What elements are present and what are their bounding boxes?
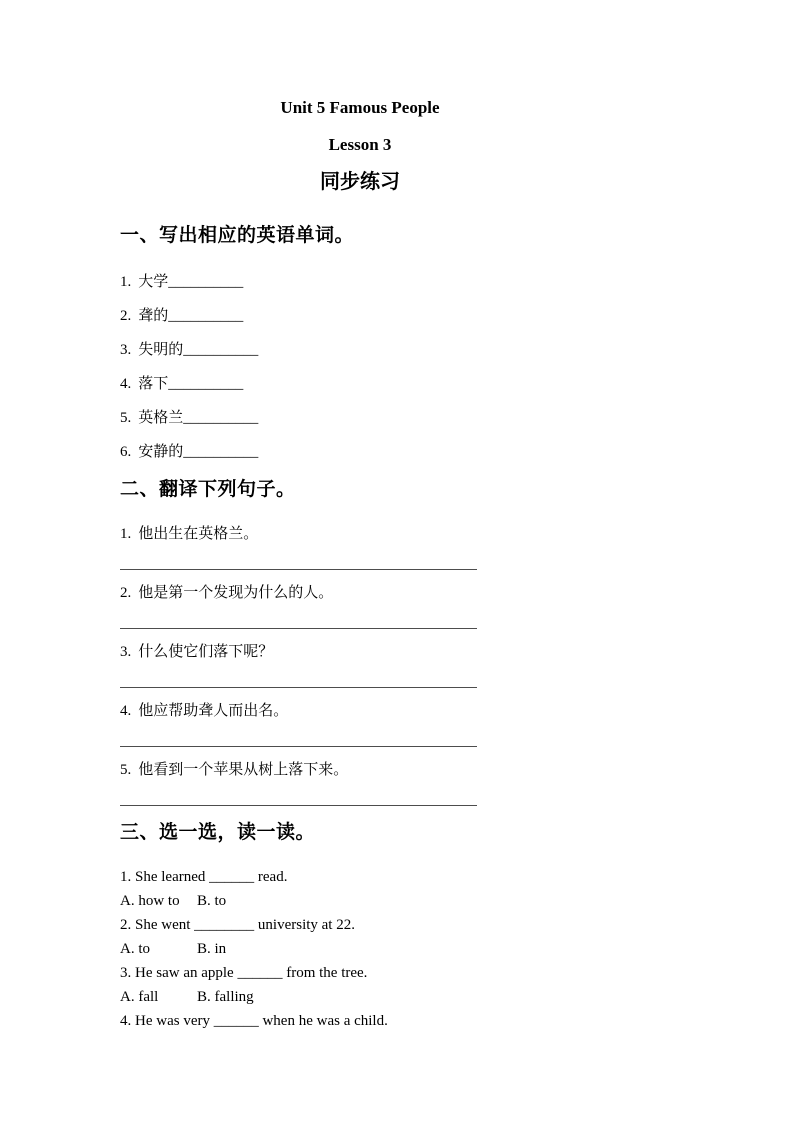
- item-text-row: [120, 585, 600, 601]
- section-vocabulary: [120, 224, 600, 460]
- option-a: A. to: [120, 941, 150, 957]
- choice-options: [120, 889, 600, 913]
- item-number: 3.: [120, 342, 132, 358]
- unit-title: Unit 5 Famous People: [280, 98, 440, 117]
- item-text: 他看到一个苹果从树上落下来。: [138, 762, 349, 778]
- choice-question: 4. He was very ______ when he was a child.: [120, 1013, 388, 1029]
- answer-line: [120, 746, 477, 747]
- answer-line: [120, 687, 477, 688]
- item-text-row: [120, 762, 600, 778]
- item-text-row: [120, 703, 600, 719]
- section-choice: [120, 821, 600, 1033]
- vocab-item: [120, 274, 600, 290]
- translation-list: [120, 526, 600, 806]
- item-text-row: [120, 644, 600, 660]
- translation-item: [120, 526, 600, 570]
- item-number: 4.: [120, 376, 132, 392]
- choice-question: 1. She learned ______ read.: [120, 869, 288, 885]
- choice-options: [120, 985, 600, 1009]
- lesson-title: Lesson 3: [328, 135, 392, 154]
- item-word: 落下: [138, 376, 169, 392]
- choice-list: [120, 865, 600, 1033]
- item-text-row: [120, 526, 600, 542]
- vocab-item: [120, 308, 600, 324]
- item-number: 1.: [120, 274, 132, 290]
- choice-question: 3. He saw an apple ______ from the tree.: [120, 965, 368, 981]
- item-word: 聋的: [138, 308, 169, 324]
- item-blank: __________: [183, 410, 259, 426]
- translation-item: [120, 703, 600, 747]
- worksheet-content: [120, 0, 600, 1033]
- vocab-item: [120, 410, 600, 426]
- item-number: 5.: [120, 762, 132, 778]
- item-word: 失明的: [138, 342, 184, 358]
- vocab-list: [120, 274, 600, 460]
- item-blank: __________: [183, 444, 259, 460]
- translation-item: [120, 644, 600, 688]
- item-text: 他是第一个发现为什么的人。: [138, 585, 334, 601]
- item-number: 5.: [120, 410, 132, 426]
- choice-question: 2. She went ________ university at 22.: [120, 917, 355, 933]
- answer-line: [120, 628, 477, 629]
- section-heading: 三、选一选，读一读。: [120, 822, 316, 843]
- option-b: B. in: [197, 941, 227, 957]
- choice-options: [120, 937, 600, 961]
- item-text: 他出生在英格兰。: [138, 526, 259, 542]
- item-number: 2.: [120, 308, 132, 324]
- item-number: 2.: [120, 585, 132, 601]
- item-word: 安静的: [138, 444, 184, 460]
- translation-item: [120, 762, 600, 806]
- item-word: 大学: [138, 274, 169, 290]
- item-blank: __________: [168, 308, 244, 324]
- option-b: B. to: [197, 893, 227, 909]
- item-text: 他应帮助聋人而出名。: [138, 703, 289, 719]
- item-number: 1.: [120, 526, 132, 542]
- item-blank: __________: [168, 274, 244, 290]
- answer-line: [120, 805, 477, 806]
- section-heading: 一、写出相应的英语单词。: [120, 225, 355, 246]
- worksheet-subtitle: 同步练习: [320, 171, 400, 193]
- vocab-item: [120, 444, 600, 460]
- vocab-item: [120, 376, 600, 392]
- option-b: B. falling: [197, 989, 254, 1005]
- item-number: 4.: [120, 703, 132, 719]
- option-a: A. fall: [120, 989, 159, 1005]
- item-number: 3.: [120, 644, 132, 660]
- item-word: 英格兰: [138, 410, 184, 426]
- item-blank: __________: [168, 376, 244, 392]
- item-blank: __________: [183, 342, 259, 358]
- vocab-item: [120, 342, 600, 358]
- section-translation: [120, 478, 600, 806]
- option-a: A. how to: [120, 893, 180, 909]
- translation-item: [120, 585, 600, 629]
- answer-line: [120, 569, 477, 570]
- item-number: 6.: [120, 444, 132, 460]
- section-heading: 二、翻译下列句子。: [120, 479, 296, 500]
- item-text: 什么使它们落下呢？: [138, 644, 274, 660]
